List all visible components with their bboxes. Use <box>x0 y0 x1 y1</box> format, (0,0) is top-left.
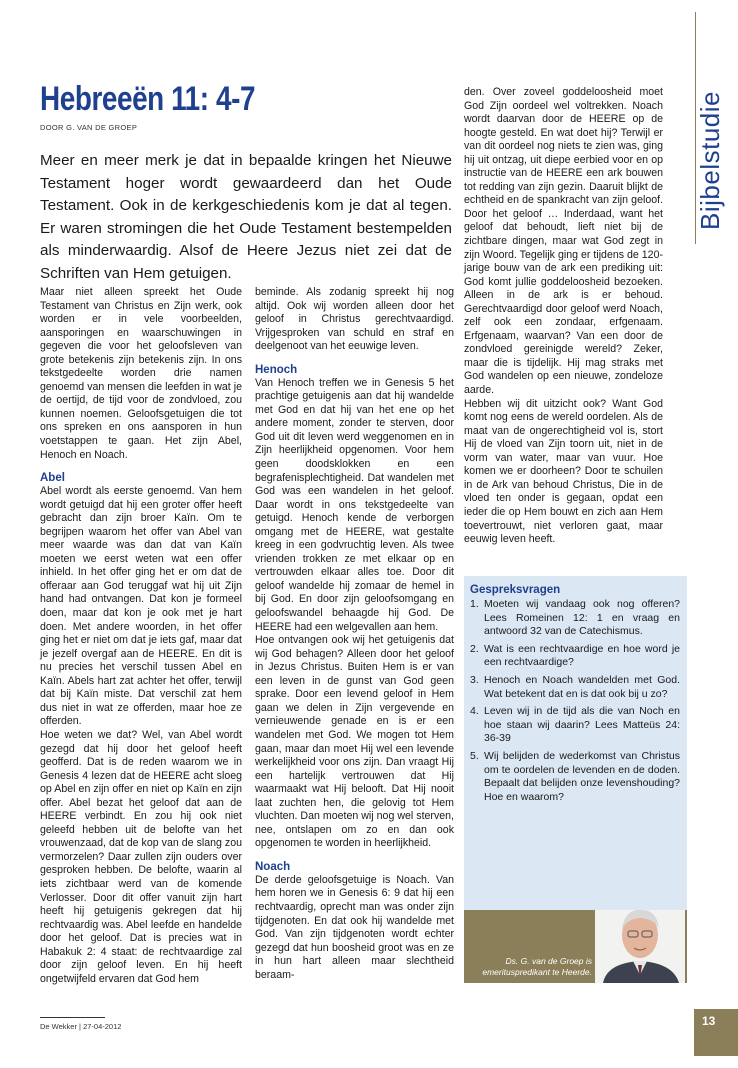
heading-noach: Noach <box>255 860 291 873</box>
column-3 <box>464 86 663 547</box>
author-photo-box <box>464 910 687 983</box>
column-1 <box>40 286 242 986</box>
paragraph: den. Over zoveel goddeloosheid moet God Zijn oordeel wel voltrekken. Noach wordt daarvan door de HEERE op de hoogte gesteld. En wat doet hij? Terwijl er van dit oordeel nog niets te zien was, ging hij uit ontzag, uit diepe eerbied voor en op instructie van de HEERE een ark bouwen tot redding van zijn gezin. Daaruit blijkt de echtheid en de spankracht van zijn geloof. Door het geloof … Inderdaad, want het geloof dat behoudt, lieft niet bij de zichtbare dingen, maar wat God zegt in zijn Woord. Tegelijk ging er tijdens de 120-jarige bouw van de ark een prediking uit: God komt jullie goddeloosheid bezoeken. Alleen in de ark is er behoud. Gerechtvaardigd door geloof werd Noach, zelf ook een zondaar, erfgenaam. Erfgenaam, waarvan? Van een door de zondvloed gereinigde wereld? Zeker, maar die is tijdelijk. Hij mag straks met God wandelen op een nieuwe, zondeloze aarde. <box>464 86 663 397</box>
page-number-box <box>694 1009 738 1056</box>
paragraph: Van Henoch treffen we in Genesis 5 het prachtige getuigenis aan dat hij wandelde met God en dat hij van het ene op het andere moment, zonder te sterven, door God uit dit leven werd weggenomen en in Zijn heerlijkheid opgenomen. Voor hem geen doodsklokken en een begrafenisplechtigheid. Dat wandelen met God was een wandelen in het geloof. Daar wordt in ons tekstgedeelte van getuigd. Henoch kende de verborgen omgang met de HEERE, wat gestalte kreeg in een godvruchtig leven. Als twee vrienden trokken ze met elkaar op en vertrouwden elkaar alles toe. Door dit geloof wandelde hij zomaar de hemel in bij God. En door zijn geloofsomgang en geloofswandel behaagde hij God. De HEERE had een welgevallen aan hem. <box>255 376 454 633</box>
intro-paragraph: Meer en meer merk je dat in bepaalde kringen het Nieuwe Testament hoger wordt gewaardeerd dan het Oude Testament. Ook in de kerkgeschiedenis kom je dat al tegen. Er waren stromingen die het Oude Testament bestempelden als minderwaardig. Alsof de Heere Jezus niet zei dat de Schriften van Hem getuigen. <box>40 152 452 282</box>
question-item: 5. Wij belijden de wederkomst van Christus om te oordelen de levenden en de doden. Bepaalt dat belijden onze levenshouding? Hoe en waarom? <box>470 749 680 803</box>
questions-heading: Gespreksvragen <box>470 584 561 596</box>
questions-list <box>470 598 680 808</box>
paragraph: Hoe weten we dat? Wel, van Abel wordt gezegd dat hij door het geloof heeft geofferd. Dat is de reden waarom we in Genesis 4 lezen dat de HEERE acht sloeg op Abel en zijn offer en niet op Kaïn en zijn offer. Abel bezat het geloof dat aan de HEERE verbindt. En zou hij ook niet geleefd hebben uit de belofte van het vrouwenzaad, dat de kop van de slang zou vermorzelen? Daar zullen zijn ouders over gesproken hebben. De belofte, waarin al iets zichtbaar werd van de komende Verlosser. Door dit offer vanuit zijn hart heeft hij getuigenis gekregen dat hij rechtvaardig was. Abel leefde en handelde door het geloof. Dat is precies wat in Habakuk 2: 4 staat: de rechtvaardige zal door zijn geloof leven. En hij heeft ongetwijfeld ervaren dat God hem <box>40 728 242 985</box>
heading-henoch: Henoch <box>255 363 298 376</box>
paragraph: Maar niet alleen spreekt het Oude Testament van Christus en Zijn werk, ook worden er in vele voorbeelden, aansporingen en waarschuwingen in gegeven die voor het geloofsleven van grote betekenis zijn betekenis zijn. In ons tekstgedeelte worden drie namen genoemd van mensen die leefden in wat je de oertijd, de tijd voor de zondvloed, zou kunnen noemen. Geloofsgetuigen die tot ons spreken en ons aansporen in hun voetstappen te gaan. Het zijn Abel, Henoch en Noach. <box>40 286 242 461</box>
heading-abel: Abel <box>40 472 65 485</box>
photo-caption: Ds. G. van de Groep is emerituspredikant te Heerde. <box>482 956 592 977</box>
author-portrait <box>595 910 685 983</box>
paragraph: beminde. Als zodanig spreekt hij nog altijd. Ook wij worden alleen door het geloof in Christus gerechtvaardigd. Vrijgesproken van schuld en straf en deelgenoot van het eeuwige leven. <box>255 286 454 353</box>
byline: DOOR G. VAN DE GROEP <box>40 123 138 132</box>
question-item: 1. Moeten wij vandaag ook nog offeren? Lees Romeinen 12: 1 en vraag en antwoord 32 van de Catechismus. <box>470 598 680 638</box>
discussion-questions-box <box>464 576 687 910</box>
paragraph: Abel wordt als eerste genoemd. Van hem wordt getuigd dat hij een groter offer heeft gebracht dan zijn broer Kaïn. Om te begrijpen waarom het offer van Abel van meer waarde was dan dat van Kaïn moeten we eerst weten wat een offer inhield. In het offer ging het er om dat de offeraar aan God teruggaf wat hij uit Zijn hand had ontvangen. Dat kon je formeel doen, maar dat kon je ook met je hart doen. Met andere woorden, in het offer ging het er niet om dat je iets gaf, maar dat je jezelf overgaf aan de HEERE. En dit is nu precies het verschil tussen Abel en Kaïn. Abels hart zat achter het offer, terwijl dat bij Kaïn miste. Dat verschil zat hem dus niet in wat ze offerden, maar hoe ze offerden. <box>40 485 242 728</box>
section-label: Bijbelstudie <box>695 91 725 230</box>
paragraph: De derde geloofsgetuige is Noach. Van hem horen we in Genesis 6: 9 dat hij een rechtvaardig, oprecht man was onder zijn tijdgenoten. En dat ook hij wandelde met God. Van zijn tijdgenoten wordt echter gezegd dat hun boosheid groot was en ze in hun hart alleen maar slechtheid beraam- <box>255 873 454 981</box>
column-2 <box>255 286 454 982</box>
question-item: 4. Leven wij in de tijd als die van Noch en hoe staan wij daarin? Lees Matteüs 24: 36-39 <box>470 705 680 745</box>
paragraph: Hebben wij dit uitzicht ook? Want God komt nog eens de wereld oordelen. Als de maat van de ongerechtigheid vol is, stort Hij de vloed van Zijn toorn uit, niet in de vorm van water, maar van vuur. Hoe komen we er doorheen? Door te schuilen in de Ark van behoud Christus, Die in de vloed ten onder is gegaan, opdat een ieder die op Hem bouwt en zich aan Hem toevertrouwt, niet verloren gaat, maar eeuwig leven heeft. <box>464 397 663 546</box>
question-item: 3. Henoch en Noach wandelden met God. Wat betekent dat en is dat ook bij u zo? <box>470 673 680 700</box>
question-item: 2. Wat is een rechtvaardige en hoe word je een rechtvaardige? <box>470 642 680 669</box>
article-title: Hebreeën 11: 4-7 <box>40 80 256 118</box>
publication-info: De Wekker | 27-04-2012 <box>40 1022 122 1031</box>
footer-rule <box>40 1017 105 1018</box>
paragraph: Hoe ontvangen ook wij het getuigenis dat wij God behagen? Alleen door het geloof in Jezus Christus. Buiten Hem is er van een leven in de gunst van God geen sprake. Door een levend geloof in Hem gaan we delen in Zijn vergevende en vernieuwende genade en is er een wandelen met God. We mogen tot Hem gaan, maar dan moet Hij wel een levende werkelijkheid voor ons zijn. Dan vraagt Hij een hartelijk vertrouwen dat Hij waarmaakt wat Hij belooft. Dat Hij nooit laat zuchten hen, die gelovig tot Hem vluchten. Dan moeten wij nog wel sterven, nee, ontslapen om zo en dan ook opgenomen te worden in heerlijkheid. <box>255 634 454 850</box>
page-number: 13 <box>702 1014 716 1028</box>
